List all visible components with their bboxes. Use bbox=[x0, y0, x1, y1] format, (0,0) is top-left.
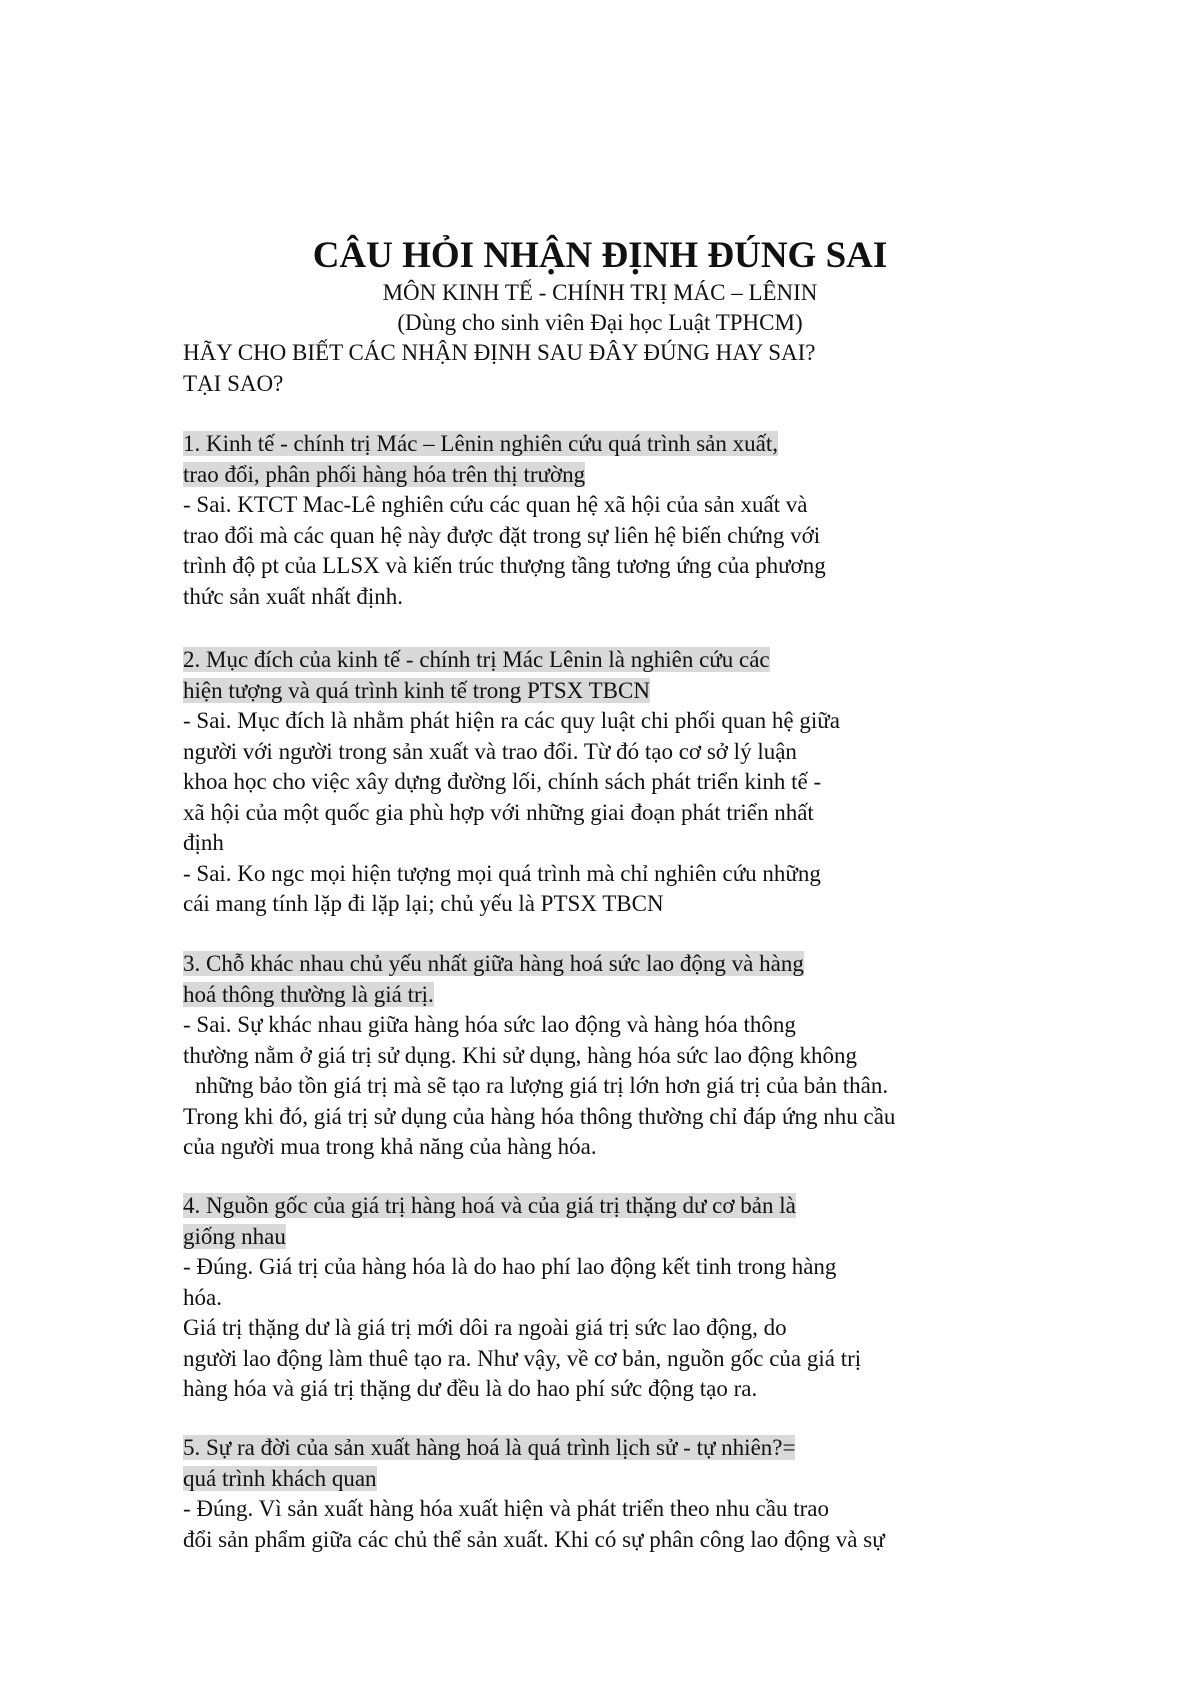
question-text: quá trình khách quan bbox=[183, 1465, 377, 1491]
answer-line: hóa. bbox=[183, 1284, 222, 1310]
answer-line: cái mang tính lặp đi lặp lại; chủ yếu là PTSX TBCN bbox=[183, 891, 664, 916]
answer-line: Trong khi đó, giá trị sử dụng của hàng hóa thông thường chỉ đáp ứng nhu cầu bbox=[183, 1103, 896, 1129]
subject-line: MÔN KINH TẾ - CHÍNH TRỊ MÁC – LÊNIN bbox=[382, 280, 818, 305]
question-text: 5. Sự ra đời của sản xuất hàng hoá là quá trình lịch sử - tự nhiên?= bbox=[183, 1435, 796, 1460]
answer-line: - Sai. KTCT Mac-Lê nghiên cứu các quan hệ xã hội của sản xuất và bbox=[183, 492, 808, 517]
instruction-line: HÃY CHO BIẾT CÁC NHẬN ĐỊNH SAU ĐÂY ĐÚNG HAY SAI? bbox=[183, 340, 816, 365]
answer-line: - Sai. Sự khác nhau giữa hàng hóa sức lao động và hàng hóa thông bbox=[183, 1012, 796, 1037]
answer-line: thường nằm ở giá trị sử dụng. Khi sử dụng, hàng hóa sức lao động không bbox=[183, 1042, 858, 1068]
question-text: trao đổi, phân phối hàng hóa trên thị trường bbox=[183, 461, 586, 487]
question-block-5 bbox=[183, 1433, 1083, 1555]
question-block-1 bbox=[183, 429, 1083, 612]
answer-line: - Đúng. Vì sản xuất hàng hóa xuất hiện và phát triển theo nhu cầu trao bbox=[183, 1496, 829, 1521]
audience-line: (Dùng cho sinh viên Đại học Luật TPHCM) bbox=[397, 310, 803, 335]
answer-line: thức sản xuất nhất định. bbox=[183, 583, 404, 609]
answer-line: hàng hóa và giá trị thặng dư đều là do hao phí sức động tạo ra. bbox=[183, 1376, 758, 1401]
page-title: CÂU HỎI NHẬN ĐỊNH ĐÚNG SAI bbox=[312, 235, 888, 276]
answer-line: Giá trị thặng dư là giá trị mới dôi ra ngoài giá trị sức lao động, do bbox=[183, 1315, 787, 1340]
answer-line: đổi sản phẩm giữa các chủ thể sản xuất. Khi có sự phân công lao động và sự bbox=[183, 1526, 885, 1552]
answer-line: của người mua trong khả năng của hàng hóa. bbox=[183, 1134, 597, 1159]
instruction-line: TẠI SAO? bbox=[183, 370, 284, 396]
answer-line: - Sai. Mục đích là nhằm phát hiện ra các quy luật chi phối quan hệ giữa bbox=[183, 708, 840, 733]
answer-line: - Đúng. Giá trị của hàng hóa là do hao phí lao động kết tinh trong hàng bbox=[183, 1254, 837, 1279]
question-text: hiện tượng và quá trình kinh tế trong PTSX TBCN bbox=[183, 677, 650, 703]
question-text: 1. Kinh tế - chính trị Mác – Lênin nghiên cứu quá trình sản xuất, bbox=[183, 431, 778, 456]
answer-line: trình độ pt của LLSX và kiến trúc thượng tầng tương ứng của phương bbox=[183, 553, 826, 578]
answer-line: trao đổi mà các quan hệ này được đặt trong sự liên hệ biến chứng với bbox=[183, 522, 821, 548]
answer-line: - Sai. Ko ngc mọi hiện tượng mọi quá trình mà chỉ nghiên cứu những bbox=[183, 860, 821, 886]
answer-line: người lao động làm thuê tạo ra. Như vậy, về cơ bản, nguồn gốc của giá trị bbox=[183, 1345, 862, 1371]
question-text: 2. Mục đích của kinh tế - chính trị Mác Lênin là nghiên cứu các bbox=[183, 647, 770, 672]
question-block-3 bbox=[183, 949, 1083, 1163]
question-text: 3. Chỗ khác nhau chủ yếu nhất giữa hàng hoá sức lao động và hàng bbox=[183, 951, 804, 976]
question-block-4 bbox=[183, 1191, 1083, 1405]
answer-line: định bbox=[183, 830, 224, 855]
question-text: hoá thông thường là giá trị. bbox=[183, 981, 434, 1007]
answer-line: những bảo tồn giá trị mà sẽ tạo ra lượng giá trị lớn hơn giá trị của bản thân. bbox=[195, 1073, 889, 1098]
answer-line: người với người trong sản xuất và trao đổi. Từ đó tạo cơ sở lý luận bbox=[183, 738, 797, 764]
question-text: giống nhau bbox=[183, 1223, 286, 1249]
answer-line: xã hội của một quốc gia phù hợp với những giai đoạn phát triển nhất bbox=[183, 799, 814, 825]
question-text: 4. Nguồn gốc của giá trị hàng hoá và của giá trị thặng dư cơ bản là bbox=[183, 1193, 796, 1218]
answer-line: khoa học cho việc xây dựng đường lối, chính sách phát triển kinh tế - bbox=[183, 769, 822, 794]
instruction bbox=[183, 338, 1083, 399]
question-block-2 bbox=[183, 645, 1083, 920]
